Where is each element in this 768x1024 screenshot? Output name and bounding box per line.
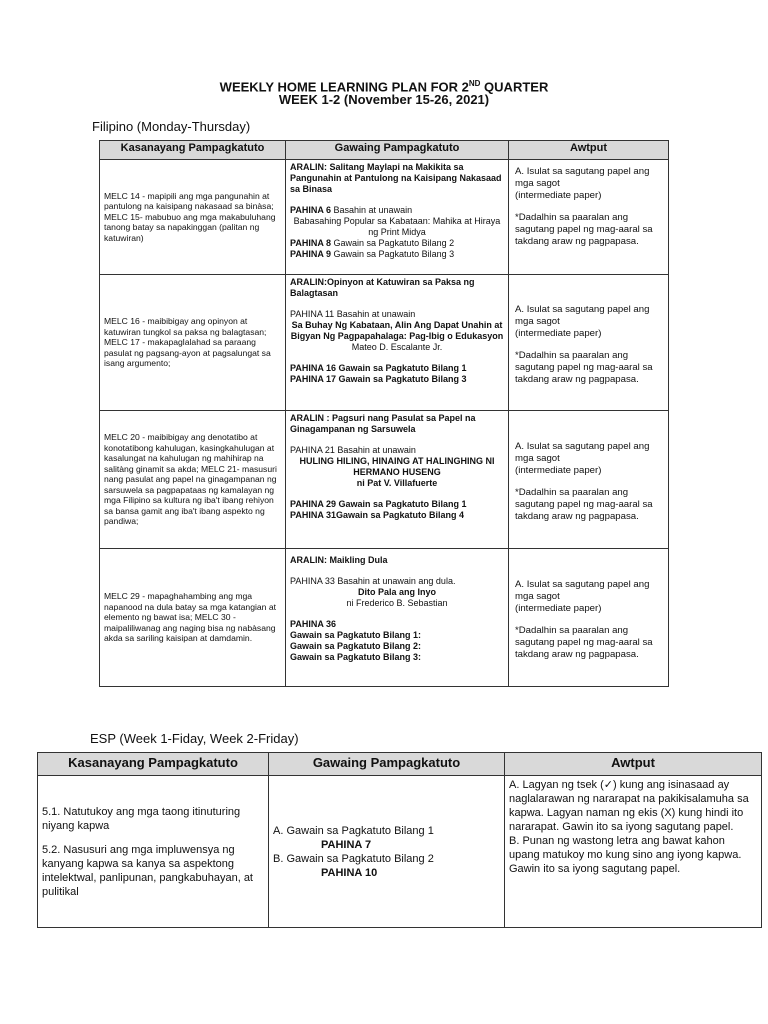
column-header: Gawaing Pampagkatuto <box>286 141 509 160</box>
awtput-cell <box>509 411 669 549</box>
gawain-cell <box>286 160 509 275</box>
pahina-line: PAHINA 16 Gawain sa Pagkatuto Bilang 1 <box>290 363 467 373</box>
pahina-line: PAHINA 36 <box>290 619 337 629</box>
pahina-line: PAHINA 33 Basahin at unawain ang dula. <box>290 576 456 586</box>
gawain-cell <box>269 776 505 928</box>
awtput-paper-note: (intermediate paper) <box>515 327 602 339</box>
pahina-line: PAHINA 17 Gawain sa Pagkatuto Bilang 3 <box>290 374 467 384</box>
table-header-row <box>38 753 762 776</box>
pahina-line: PAHINA 6 Basahin at unawain <box>290 205 413 215</box>
reading-title: Sa Buhay Ng Kabataan, Alin Ang Dapat Unahin at Bigyan Ng Pagpapahalaga: Pag-Ibig o Edukasyon <box>290 320 504 341</box>
esp-table <box>37 752 762 928</box>
awtput-instruction: A. Isulat sa sagutang papel ang mga sagot <box>515 166 650 189</box>
awtput-instruction: A. Lagyan ng tsek (✓) kung ang isinasaad ay naglalarawan ng nararapat na pakikisalamuha sa kapwa. Lagyan naman ng ekis (X) kung hindi ito nararapat. Gawin ito sa iyong sagutang papel. <box>509 779 749 833</box>
awtput-instruction: A. Isulat sa sagutang papel ang mga sagot <box>515 440 650 464</box>
pahina-line: PAHINA 11 Basahin at unawain <box>290 309 416 319</box>
title-suffix: QUARTER <box>480 79 549 95</box>
awtput-submission-note: *Dadalhin sa paaralan ang sagutang papel ng mag-aaral sa takdang araw ng pagpapasa. <box>515 349 653 385</box>
gawain-line: Gawain sa Pagkatuto Bilang 2: <box>290 641 422 651</box>
awtput-submission-note: *Dadalhin sa paaralan ang sagutang papel ng mag-aaral sa takdang araw ng pagpapasa. <box>515 624 653 660</box>
melc-cell: MELC 20 - maibibigay ang denotatibo at konotatibong kahulugan, kasingkahulugan at kasalungat na kahulugan ng mahihirap na salitàng ginamit sa akda; MELC 21- masusuri nang pasulat ang papel na ginagampanan ng sarsuwela sa pagpapataas ng kamalayan ng mga Filipino sa kultura ng iba't ibang rehiyon sa bansa gamit ang iba't ibang aspekto ng pandiwa; <box>100 411 286 549</box>
table-row <box>100 160 669 275</box>
awtput-paper-note: (intermediate paper) <box>515 464 602 476</box>
gawain-item: A. Gawain sa Pagkatuto Bilang 1 <box>273 824 434 837</box>
title-superscript: ND <box>468 79 481 88</box>
melc-cell: MELC 14 - mapipili ang mga pangunahin at pantulong na kaisipang nakasaad sa binàsa; MELC 15- mabubuo ang mga makabuluhang tanong batay sa napakinggan (palitan ng katuwiran) <box>100 160 286 275</box>
awtput-cell <box>509 549 669 687</box>
reading-title: Dito Pala ang Inyo <box>357 587 436 597</box>
aralin-title: ARALIN:Opinyon at Katuwiran sa Paksa ng Balagtasan <box>290 277 475 298</box>
table-row <box>100 549 669 687</box>
column-header: Awtput <box>509 141 669 160</box>
gawain-cell <box>286 275 509 411</box>
column-header: Awtput <box>505 753 762 776</box>
awtput-instruction: A. Isulat sa sagutang papel ang mga sagot <box>515 303 650 327</box>
awtput-instruction: B. Punan ng wastong letra ang bawat kahon upang matukoy mo kung sino ang iyong kapwa. Gawin ito sa iyong sagutang papel. <box>509 835 742 875</box>
table-row <box>100 275 669 411</box>
pahina-label: PAHINA 10 <box>321 866 378 879</box>
table-header-row <box>100 141 669 160</box>
table-row <box>38 776 762 928</box>
filipino-section-label: Filipino (Monday-Thursday) <box>92 119 251 134</box>
column-header: Gawaing Pampagkatuto <box>269 753 505 776</box>
awtput-submission-note: *Dadalhin sa paaralan ang sagutang papel ng mag-aaral sa takdang araw ng pagpapasa. <box>515 212 653 247</box>
pahina-line: PAHINA 29 Gawain sa Pagkatuto Bilang 1 <box>290 499 467 509</box>
awtput-cell <box>509 275 669 411</box>
table-row <box>100 411 669 549</box>
title-text: WEEKLY HOME LEARNING PLAN FOR 2 <box>219 79 469 95</box>
awtput-cell <box>505 776 762 928</box>
melc-cell: MELC 29 - mapaghahambing ang mga napanood na dula batay sa mga katangian at elemento ng bawat isa; MELC 30 - maipaliliwanag ang naging bisa ng nabàsang akda sa sariling kaisipan at damdamin. <box>100 549 286 687</box>
gawain-line: Gawain sa Pagkatuto Bilang 1: <box>290 630 422 640</box>
pahina-line: PAHINA 9 Gawain sa Pagkatuto Bilang 3 <box>290 249 455 259</box>
reading-author: ni Frederico B. Sebastian <box>346 598 448 608</box>
esp-section-label: ESP (Week 1-Fiday, Week 2-Friday) <box>90 731 299 746</box>
filipino-table <box>99 140 669 687</box>
awtput-instruction: A. Isulat sa sagutang papel ang mga sagot <box>515 578 650 602</box>
gawain-item: B. Gawain sa Pagkatuto Bilang 2 <box>273 852 434 865</box>
awtput-submission-note: *Dadalhin sa paaralan ang sagutang papel ng mag-aaral sa takdang araw ng pagpapasa. <box>515 486 653 522</box>
reading-title: HULING HILING, HINAING AT HALINGHING NI HERMANO HUSENG <box>299 456 495 477</box>
melc-item: 5.2. Nasusuri ang mga impluwensya ng kanyang kapwa sa kanya sa aspektong intelektwal, panlipunan, pangkabuhayan, at pulitikal <box>42 843 253 898</box>
aralin-title: ARALIN: Salitang Maylapi na Makikita sa Pangunahin at Pantulong na Kaisipang Nakasaad sa Binasa <box>290 162 502 194</box>
aralin-title: ARALIN : Pagsuri nang Pasulat sa Papel na Ginagampanan ng Sarsuwela <box>290 413 476 434</box>
melc-item: 5.1. Natutukoy ang mga taong itinuturing niyang kapwa <box>42 805 241 832</box>
column-header: Kasanayang Pampagkatuto <box>100 141 286 160</box>
gawain-line: Gawain sa Pagkatuto Bilang 3: <box>290 652 422 662</box>
page-subtitle: WEEK 1-2 (November 15-26, 2021) <box>278 92 490 107</box>
aralin-title: ARALIN: Maikling Dula <box>290 555 388 565</box>
reading-author: Mateo D. Escalante Jr. <box>351 342 443 352</box>
gawain-cell <box>286 411 509 549</box>
pahina-label: PAHINA 7 <box>321 838 372 851</box>
reading-author: ni Pat V. Villafuerte <box>356 478 438 488</box>
gawain-cell <box>286 549 509 687</box>
pahina-line: PAHINA 8 Gawain sa Pagkatuto Bilang 2 <box>290 238 455 248</box>
pahina-line: PAHINA 21 Basahin at unawain <box>290 445 416 455</box>
awtput-paper-note: (intermediate paper) <box>515 190 602 201</box>
reading-title: Babasahing Popular sa Kabataan: Mahika at Hiraya ng Print Midya <box>293 216 501 237</box>
column-header: Kasanayang Pampagkatuto <box>38 753 269 776</box>
melc-cell <box>38 776 269 928</box>
awtput-paper-note: (intermediate paper) <box>515 602 602 614</box>
pahina-line: PAHINA 31Gawain sa Pagkatuto Bilang 4 <box>290 510 465 520</box>
awtput-cell <box>509 160 669 275</box>
melc-cell: MELC 16 - maibibigay ang opinyon at katuwiran tungkol sa paksa ng balagtasan; MELC 17 - makapaglalahad sa paraang pasulat ng pagsang-ayon at pagsalungat sa isang argumento; <box>100 275 286 411</box>
